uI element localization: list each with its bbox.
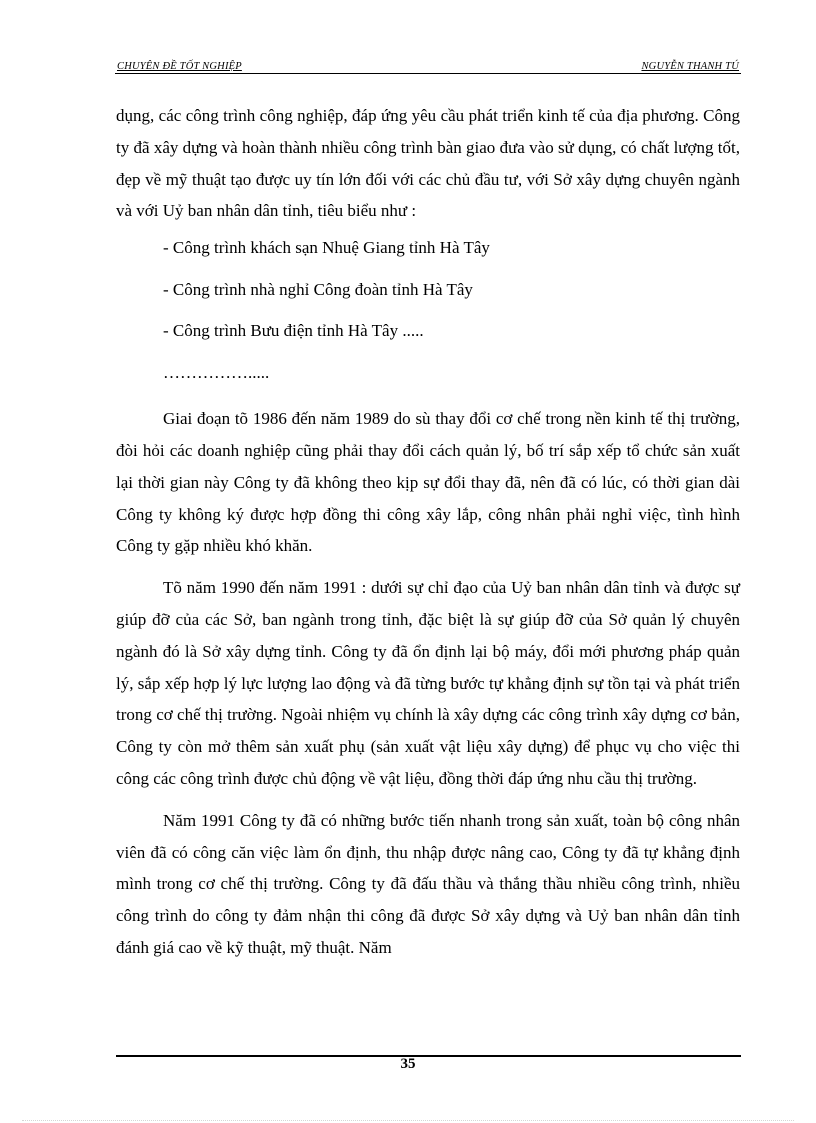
list-item-hotel: - Công trình khách sạn Nhuệ Giang tỉnh Hà Tây: [163, 238, 490, 258]
header-author-name: NGUYỄN THANH TÚ: [641, 61, 739, 72]
page-header: [115, 57, 741, 74]
paragraph-1990-1991: Tõ năm 1990 đến năm 1991 : dưới sự chỉ đạo của Uỷ ban nhân dân tỉnh và được sự giúp đỡ của các Sở, ban ngành trong tỉnh, đặc biệt là sự giúp đỡ của Sở quản lý chuyên ngành đó là Sở xây dựng tỉnh. Công ty đã ổn định lại bộ máy, đổi mới phương pháp quản lý, sắp xếp hợp lý lực lượng lao động và đã từng bước tự khẳng định sự tồn tại và phát triển trong cơ chế thị trường. Ngoài nhiệm vụ chính là xây dựng các công trình xây dựng cơ bản, Công ty còn mở thêm sản xuất phụ (sản xuất vật liệu xây dựng) để phục vụ cho việc thi công các công trình được chủ động về vật liệu, đồng thời đáp ứng nhu cầu thị trường.: [116, 578, 740, 788]
list-item-post-office: - Công trình Bưu điện tỉnh Hà Tây .....: [163, 321, 424, 341]
list-item-guesthouse: - Công trình nhà nghỉ Công đoàn tỉnh Hà Tây: [163, 279, 473, 299]
header-document-title: CHUYÊN ĐỀ TỐT NGHIỆP: [117, 61, 242, 72]
page-body: [116, 100, 740, 964]
page-number: 35: [400, 1056, 416, 1072]
paragraph-continuation: dụng, các công trình công nghiệp, đáp ứng yêu cầu phát triển kinh tế của địa phương. Công ty đã xây dựng và hoàn thành nhiều công trình bàn giao đưa vào sử dụng, có chất lượng tốt, đẹp về mỹ thuật tạo được uy tín lớn đối với các chủ đầu tư, với Sở xây dựng chuyên ngành và với Uỷ ban nhân dân tỉnh, tiêu biểu như :: [116, 106, 740, 221]
paragraph-1991: Năm 1991 Công ty đã có những bước tiến nhanh trong sản xuất, toàn bộ công nhân viên đã có công căn việc làm ổn định, thu nhập được nâng cao, Công ty đã tự khẳng định mình trong cơ chế thị trường. Công ty đã đấu thầu và thắng thầu nhiều công trình, nhiều công trình do công ty đảm nhận thi công đã được Sở xây dựng và Uỷ ban nhân dân tỉnh đánh giá cao về kỹ thuật, mỹ thuật. Năm: [116, 810, 740, 957]
page-bottom-edge: [22, 1120, 794, 1121]
list-item-ellipsis: …………….....: [163, 362, 270, 382]
paragraph-1986-1989: Giai đoạn tõ 1986 đến năm 1989 do sù thay đổi cơ chế trong nền kinh tế thị trường, đòi hỏi các doanh nghiệp cũng phải thay đổi cách quản lý, bố trí sắp xếp tổ chức sản xuất lại thời gian này Công ty đã không theo kịp sự đổi thay đã, nên đã có lúc, có thời gian dài Công ty không ký được hợp đồng thi công xây lắp, công nhân phải nghỉ việc, tình hình Công ty gặp nhiều khó khăn.: [116, 409, 740, 556]
